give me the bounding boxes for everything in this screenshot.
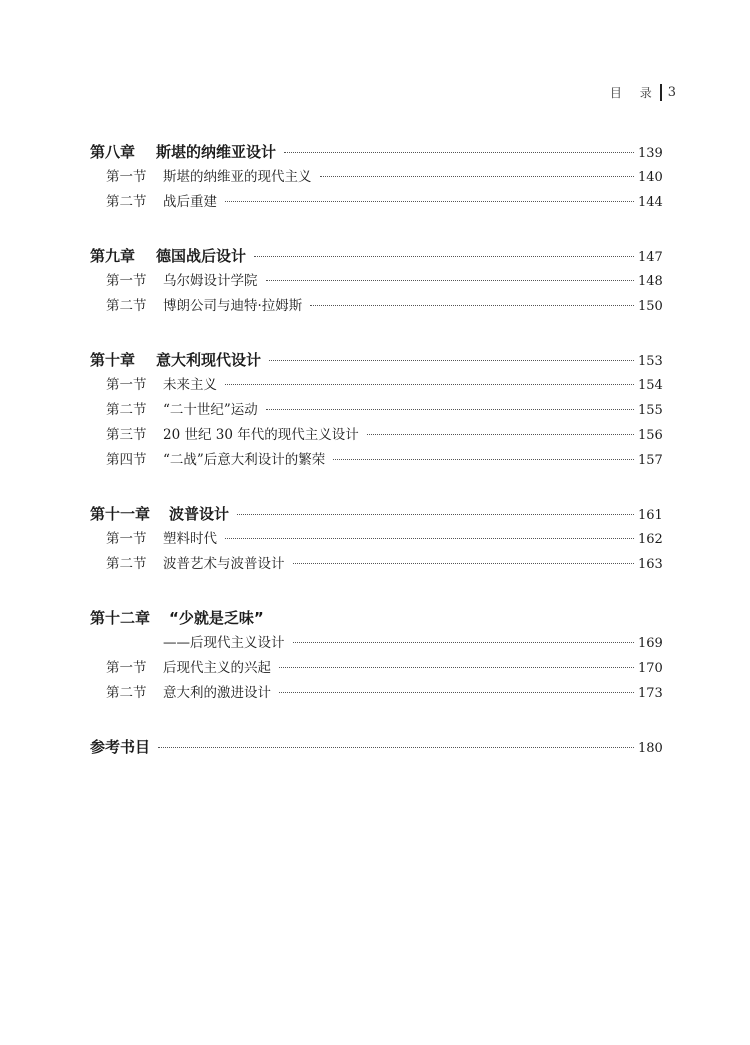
section-entry[interactable] (90, 165, 663, 190)
chapter-page: 153 (638, 354, 663, 369)
section-title: 未来主义 (163, 377, 217, 393)
section-title: 20 世纪 30 年代的现代主义设计 (163, 427, 359, 443)
chapter-title: 德国战后设计 (156, 247, 247, 265)
toc-chapter-12 (90, 606, 663, 706)
dot-leader (225, 384, 634, 385)
section-page: 163 (638, 557, 663, 572)
chapter-number: 第十章 (90, 351, 136, 369)
section-page: 144 (638, 195, 663, 210)
section-number: 第二节 (106, 685, 147, 701)
references-page: 180 (638, 741, 663, 756)
section-page: 170 (638, 661, 663, 676)
toc-chapter-10 (90, 348, 663, 473)
dot-leader (279, 692, 634, 693)
chapter-number: 第十二章 (90, 609, 151, 627)
section-entry[interactable] (90, 527, 663, 552)
running-header (610, 84, 676, 101)
table-of-contents (90, 140, 663, 789)
dot-leader (284, 152, 634, 153)
dot-leader (237, 514, 634, 515)
section-entry[interactable] (90, 448, 663, 473)
section-page: 154 (638, 378, 663, 393)
section-number: 第三节 (106, 427, 147, 443)
dot-leader (293, 563, 635, 564)
section-entry[interactable] (90, 269, 663, 294)
chapter-title: 斯堪的纳维亚设计 (156, 143, 277, 161)
dot-leader (225, 538, 634, 539)
section-page: 157 (638, 453, 663, 468)
section-entry[interactable] (90, 552, 663, 577)
section-title: “二战”后意大利设计的繁荣 (163, 452, 326, 468)
running-header-page-number: 3 (667, 85, 676, 100)
chapter-subtitle: ——后现代主义设计 (163, 635, 285, 651)
section-entry[interactable] (90, 656, 663, 681)
section-title: 乌尔姆设计学院 (163, 273, 258, 289)
section-entry[interactable] (90, 681, 663, 706)
section-page: 155 (638, 403, 663, 418)
section-title: 战后重建 (163, 194, 217, 210)
section-entry[interactable] (90, 423, 663, 448)
dot-leader (158, 747, 634, 748)
section-page: 148 (638, 274, 663, 289)
dot-leader (310, 305, 634, 306)
chapter-page: 147 (638, 250, 663, 265)
chapter-title: “少就是乏味” (169, 609, 264, 627)
references-title: 参考书目 (90, 738, 151, 756)
section-title: 塑料时代 (163, 531, 217, 547)
section-number: 第二节 (106, 402, 147, 418)
section-number: 第二节 (106, 194, 147, 210)
chapter-number: 第八章 (90, 143, 136, 161)
chapter-subtitle-entry[interactable] (90, 631, 663, 656)
chapter-entry[interactable] (90, 502, 663, 527)
section-number: 第二节 (106, 298, 147, 314)
chapter-number: 第十一章 (90, 505, 151, 523)
chapter-number: 第九章 (90, 247, 136, 265)
chapter-entry[interactable] (90, 244, 663, 269)
section-entry[interactable] (90, 294, 663, 319)
header-divider (660, 84, 662, 101)
dot-leader (266, 409, 634, 410)
section-number: 第四节 (106, 452, 147, 468)
chapter-entry[interactable] (90, 606, 660, 631)
section-entry[interactable] (90, 190, 663, 215)
dot-leader (225, 201, 634, 202)
chapter-title: 波普设计 (169, 505, 230, 523)
section-number: 第二节 (106, 556, 147, 572)
chapter-title: 意大利现代设计 (156, 351, 262, 369)
section-page: 156 (638, 428, 663, 443)
chapter-page: 169 (638, 636, 663, 651)
toc-references (90, 735, 663, 760)
section-title: “二十世纪”运动 (163, 402, 258, 418)
section-number: 第一节 (106, 377, 147, 393)
dot-leader (279, 667, 634, 668)
section-title: 意大利的激进设计 (163, 685, 271, 701)
section-page: 173 (638, 686, 663, 701)
chapter-entry[interactable] (90, 140, 663, 165)
dot-leader (293, 642, 635, 643)
section-title: 波普艺术与波普设计 (163, 556, 285, 572)
section-number: 第一节 (106, 660, 147, 676)
chapter-entry[interactable] (90, 348, 663, 373)
references-entry[interactable] (90, 735, 663, 760)
chapter-page: 161 (638, 508, 663, 523)
section-title: 后现代主义的兴起 (163, 660, 271, 676)
dot-leader (320, 176, 635, 177)
dot-leader (266, 280, 635, 281)
dot-leader (333, 459, 634, 460)
section-page: 140 (638, 170, 663, 185)
chapter-page: 139 (638, 146, 663, 161)
dot-leader (254, 256, 634, 257)
toc-chapter-11 (90, 502, 663, 577)
section-page: 150 (638, 299, 663, 314)
toc-chapter-8 (90, 140, 663, 215)
section-number: 第一节 (106, 169, 147, 185)
section-entry[interactable] (90, 398, 663, 423)
section-entry[interactable] (90, 373, 663, 398)
running-header-title: 目 录 (609, 86, 659, 100)
section-number: 第一节 (106, 531, 147, 547)
toc-chapter-9 (90, 244, 663, 319)
dot-leader (269, 360, 634, 361)
section-page: 162 (638, 532, 663, 547)
section-title: 博朗公司与迪特·拉姆斯 (163, 298, 303, 314)
section-title: 斯堪的纳维亚的现代主义 (163, 169, 312, 185)
section-number: 第一节 (106, 273, 147, 289)
dot-leader (367, 434, 634, 435)
